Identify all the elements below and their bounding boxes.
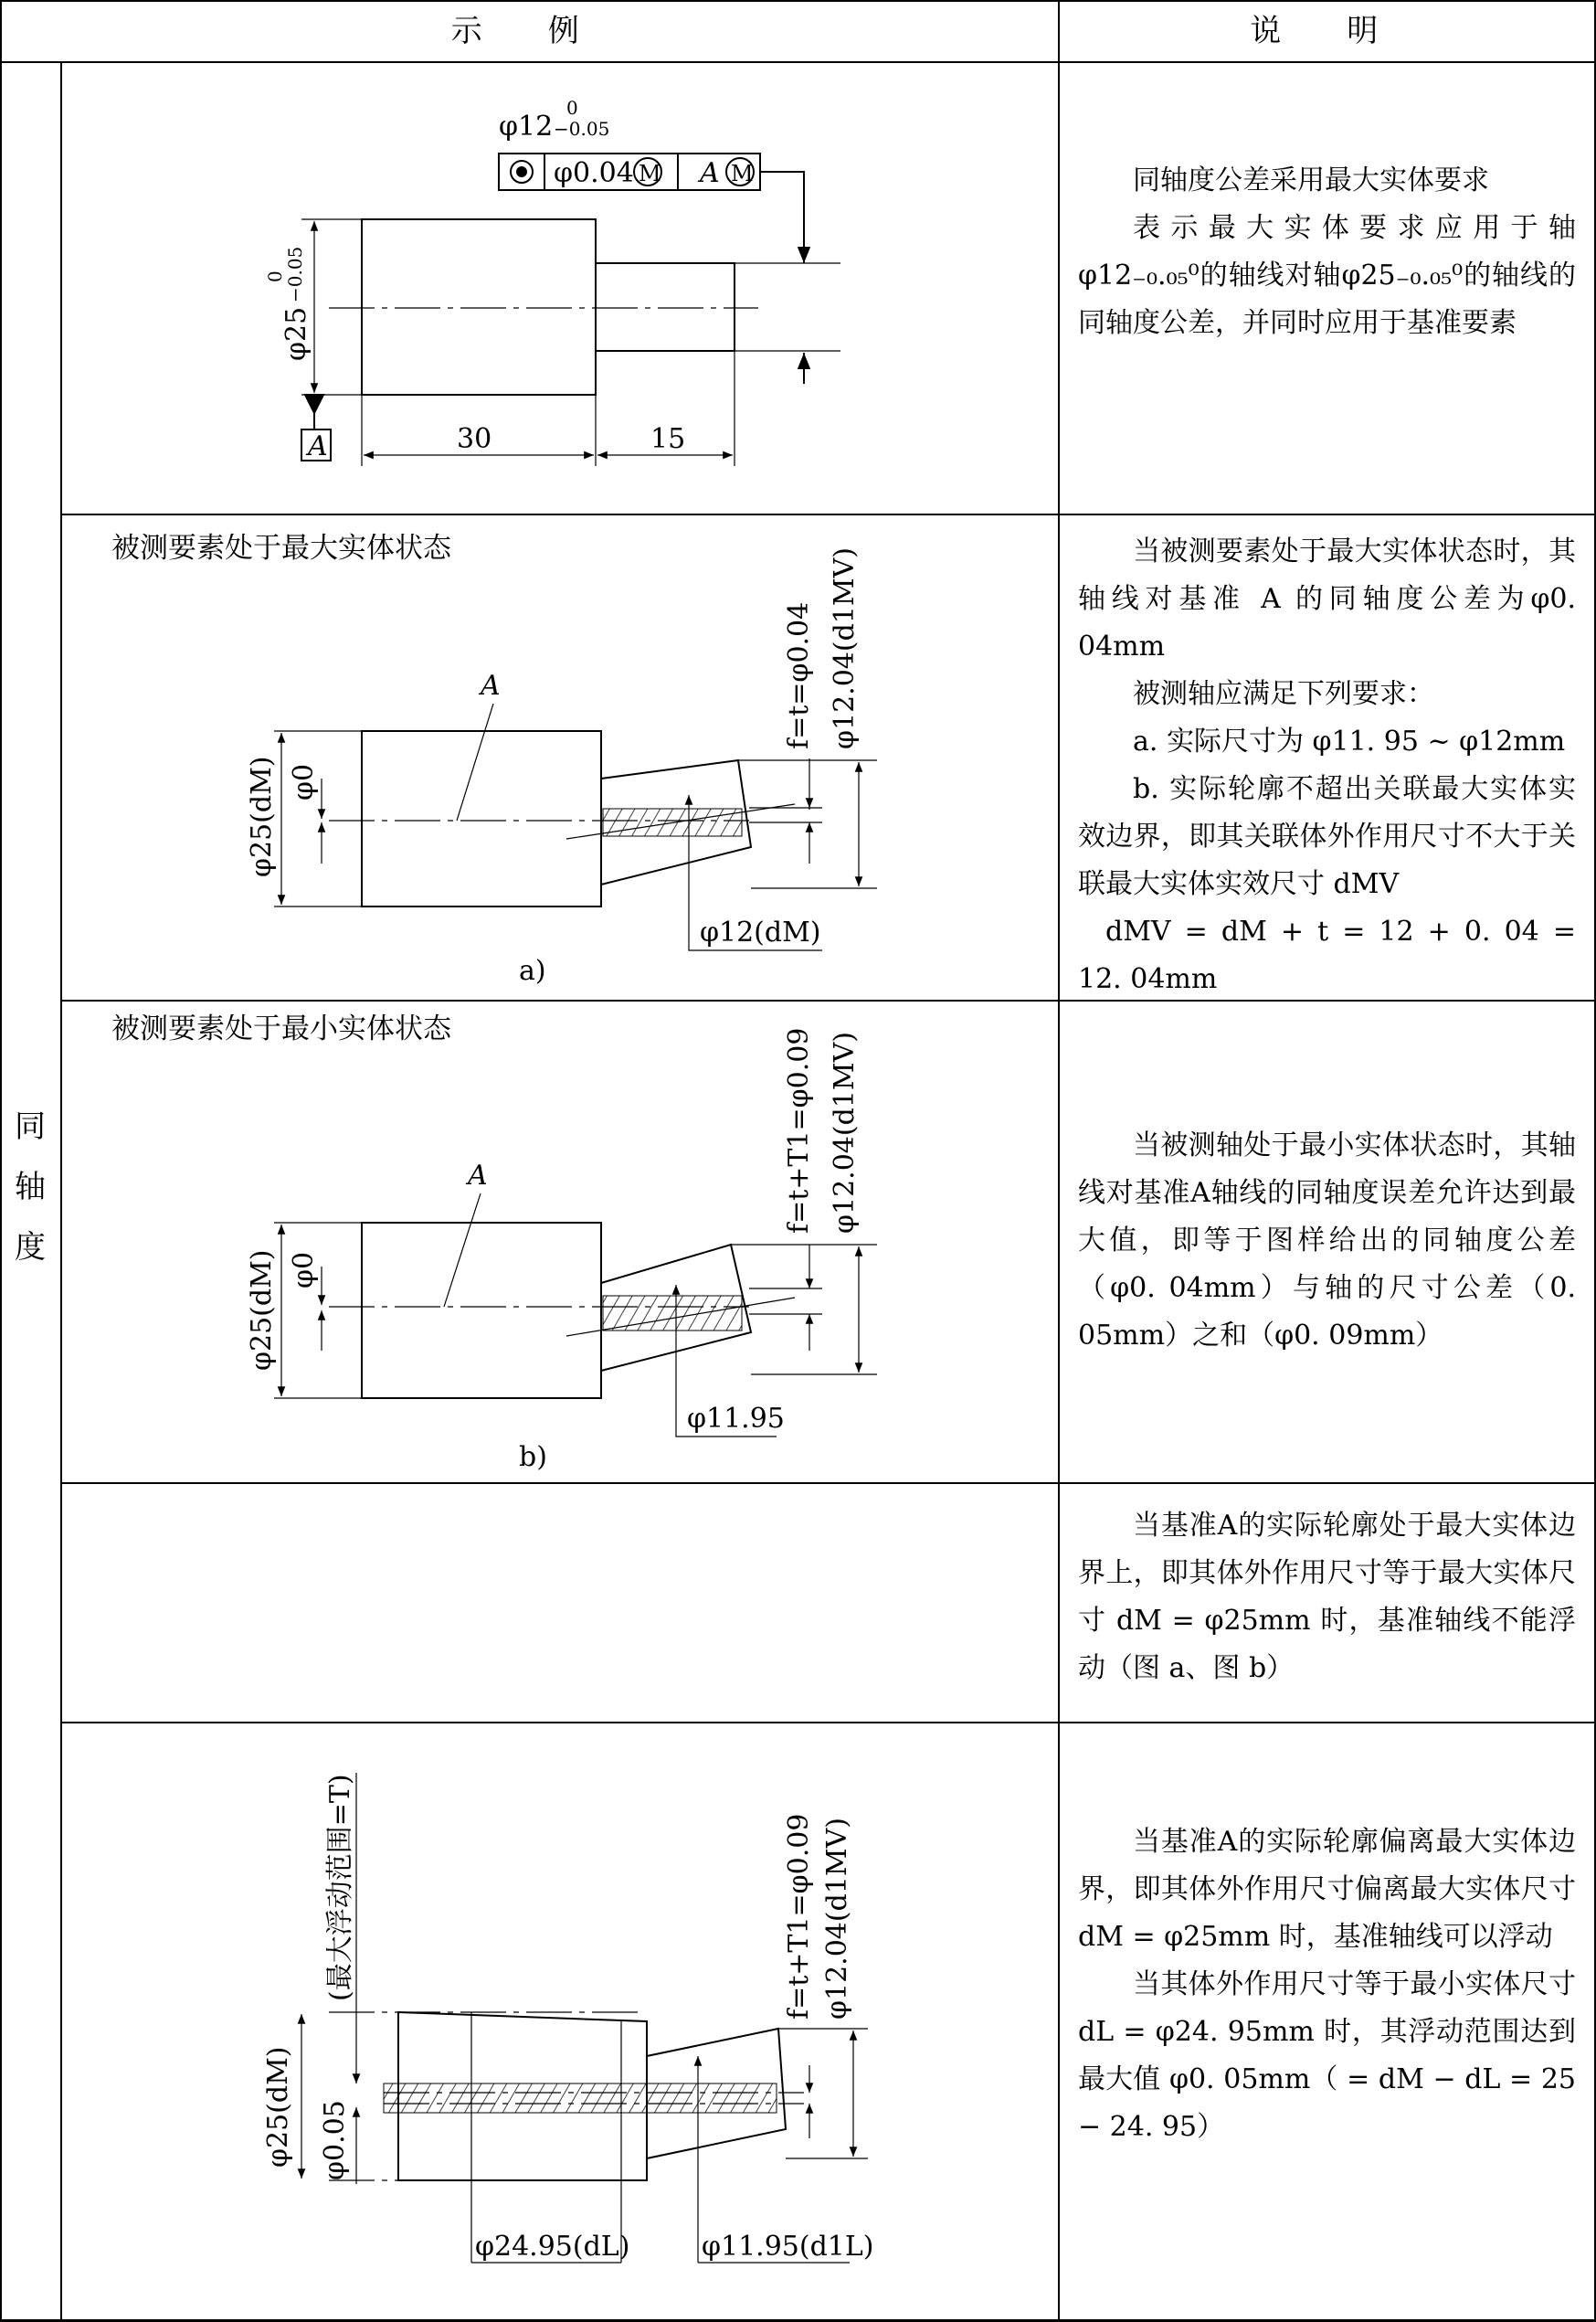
length-30: 30 [457, 423, 492, 455]
left-tol-lower: −0.05 [284, 246, 306, 302]
left-dimension: φ25(dM) [246, 1249, 278, 1371]
figure-1-labels [264, 97, 754, 462]
top-tol-upper: 0 [566, 97, 578, 119]
datum-leader [444, 1193, 481, 1307]
figure-3-labels [246, 1028, 861, 1473]
paragraph: 表示最大实体要求应用于轴φ12₋₀.₀₅⁰的轴线对轴φ25₋₀.₀₅⁰的轴线的同轴度公差，并同时应用于基准要素 [1078, 212, 1576, 339]
subfigure-label: b) [519, 1441, 547, 1473]
datum-shaft-body [362, 1223, 601, 1398]
f-label: f=t+T1=φ0.09 [783, 1027, 815, 1234]
top-tol-lower: −0.05 [554, 118, 610, 140]
bottom-right-label: φ11.95(d1L) [702, 2231, 874, 2263]
fcf-mod-2: M [731, 161, 754, 186]
header-example: 示 例 [450, 13, 608, 49]
paragraph: 当其体外作用尺寸等于最小实体尺寸 dL = φ24. 95mm 时，其浮动范围达到最大值 φ0. 05mm（ = dM − dL = 25 − 24. 95） [1078, 1968, 1576, 2143]
f-label: f=t=φ0.04 [783, 601, 815, 749]
fcf-tolerance: φ0.04 [554, 157, 634, 189]
mv-label: φ12.04(d1MV) [821, 1818, 853, 2020]
small-dimension: φ0.05 [319, 2100, 351, 2180]
datum-letter: A [468, 1160, 488, 1192]
top-dimension: φ12 [499, 111, 554, 143]
paragraph: 当被测要素处于最大实体状态时，其轴线对基准 A 的同轴度公差为φ0. 04mm [1078, 535, 1576, 663]
left-tol-upper: 0 [264, 270, 286, 282]
small-shaft-body [596, 263, 735, 351]
float-range-label: (最大浮动范围=T) [324, 1774, 356, 2001]
paragraph: 当基准A的实际轮廓处于最大实体边界上，即其体外作用尺寸等于最大实体尺寸 dM = φ25mm 时，基准轴线不能浮动（图 a、图 b） [1078, 1510, 1576, 1684]
paragraph: 被测轴应满足下列要求： [1133, 678, 1434, 710]
paragraph: b. 实际轮廓不超出关联最大实体实效边界，即其关联体外作用尺寸不大于关联最大实体实效尺寸 dMV [1078, 773, 1576, 900]
bottom-label: φ12(dM) [700, 917, 821, 949]
datum-shaft-body [362, 731, 601, 907]
zero-dimension: φ0 [288, 763, 320, 801]
category-char: 同 [15, 1108, 46, 1145]
mv-label: φ12.04(d1MV) [829, 1032, 861, 1234]
subfigure-label: a) [519, 955, 546, 987]
row2-caption: 被测要素处于最大实体状态 [111, 532, 451, 565]
row3-caption: 被测要素处于最小实体状态 [111, 1013, 451, 1045]
figure-1-drawing [301, 154, 840, 466]
paragraph: a. 实际尺寸为 φ11. 95 ~ φ12mm [1133, 726, 1566, 758]
left-dimension: φ25(dM) [262, 2046, 294, 2168]
fcf-mod-1: M [639, 161, 661, 186]
datum-triangle-icon [305, 395, 323, 413]
paragraph: 当被测轴处于最小实体状态时，其轴线对基准A轴线的同轴度误差允许达到最大值，即等于图样给出的同轴度公差（φ0. 04mm）与轴的尺寸公差（0. 05mm）之和（φ0. 09mm） [1078, 1129, 1576, 1352]
header-explanation: 说 明 [1250, 13, 1406, 49]
datum-letter: A [481, 670, 501, 702]
figure-2-labels [246, 547, 861, 987]
paragraph: 同轴度公差采用最大实体要求 [1133, 164, 1489, 196]
left-dimension: φ25 [280, 306, 312, 361]
bottom-left-label: φ24.95(dL) [475, 2231, 630, 2263]
category-char: 轴 [15, 1169, 46, 1205]
f-label: f=t+T1=φ0.09 [783, 1813, 815, 2020]
mv-label: φ12.04(d1MV) [829, 547, 861, 749]
formula: dMV = dM + t = 12 + 0. 04 = 12. 04mm [1078, 916, 1576, 995]
length-15: 15 [650, 423, 686, 455]
paragraph: 当基准A的实际轮廓偏离最大实体边界，即其体外作用尺寸偏离最大实体尺寸 dM = φ25mm 时，基准轴线可以浮动 [1078, 1826, 1576, 1953]
zero-dimension: φ0 [288, 1251, 320, 1288]
fcf-datum: A [700, 157, 720, 189]
datum-leader [457, 704, 493, 821]
bottom-label: φ11.95 [687, 1403, 785, 1435]
category-char: 度 [15, 1229, 46, 1266]
large-shaft-body [362, 219, 596, 395]
left-dimension: φ25(dM) [246, 756, 278, 877]
datum-letter: A [308, 430, 328, 462]
